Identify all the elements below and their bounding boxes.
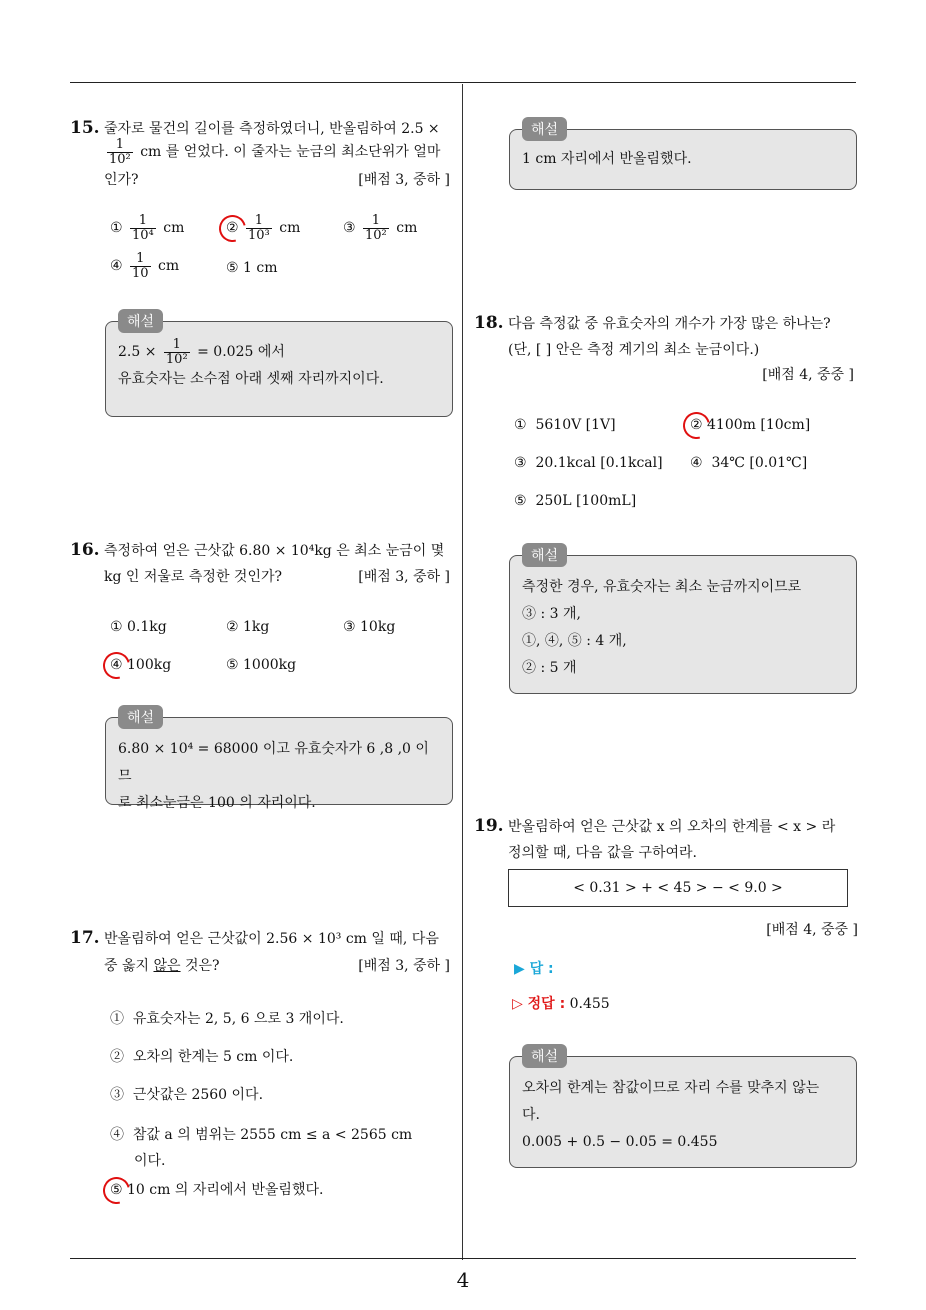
solution-line: 1 cm 자리에서 반올림했다. bbox=[522, 151, 692, 167]
fraction: $\frac{1}{\text{10³}}$ bbox=[248, 213, 270, 243]
question-17-line2: 중 옳지 않은 것은? [배점 3, 중하 ] bbox=[104, 954, 450, 979]
solution-box-15 bbox=[105, 314, 453, 417]
option-3[interactable]: ③ 근삿값은 2560 이다. bbox=[110, 1087, 264, 1103]
option-1[interactable]: ① 5610V [1V] bbox=[514, 417, 616, 433]
option-mark: ③ bbox=[343, 220, 356, 237]
unit: cm bbox=[163, 220, 185, 237]
option-4[interactable]: ④ 참값 a 의 범위는 2555 cm ≤ a < 2565 cm bbox=[110, 1127, 413, 1143]
option-4[interactable]: ④ 34℃ [0.01℃] bbox=[690, 455, 808, 471]
option-5[interactable]: ⑤ 1000kg bbox=[226, 657, 297, 673]
question-text: 줄자로 물건의 길이를 측정하였더니, 반올림하여 bbox=[104, 121, 397, 137]
solution-line: 6.80 × 10⁴ = 68000 이고 유효숫자가 6 ,8 ,0 이므 bbox=[118, 741, 429, 784]
option-text: 1 cm bbox=[243, 260, 278, 276]
question-text: 인가? bbox=[104, 172, 139, 188]
solution-line: 오차의 한계는 참값이므로 자리 수를 맞추지 않는 bbox=[522, 1080, 820, 1096]
option-3[interactable]: ③ 20.1kcal [0.1kcal] bbox=[514, 455, 663, 471]
question-text: 2.5 × bbox=[401, 121, 440, 137]
answer-label: ▶ 답 : bbox=[514, 961, 554, 977]
question-number: 18. bbox=[474, 313, 504, 333]
option-4-continued: 이다. bbox=[134, 1153, 166, 1169]
unit: cm bbox=[158, 258, 180, 275]
fraction: $\frac{1}{10}$ bbox=[132, 251, 149, 281]
selected-circle-mark: ④ bbox=[110, 657, 123, 673]
page-number: 4 bbox=[456, 1268, 470, 1292]
solution-line: 측정한 경우, 유효숫자는 최소 눈금까지이므로 bbox=[522, 579, 802, 595]
selected-circle-mark: ② bbox=[690, 417, 703, 433]
selected-circle-mark: ② bbox=[226, 220, 239, 237]
solution-tag: 해설 bbox=[522, 117, 567, 141]
fraction: $\frac{1}{\text{10²}}$ bbox=[365, 213, 387, 243]
question-text: (단, [ ] 안은 측정 계기의 최소 눈금이다.) bbox=[508, 342, 760, 358]
question-16-line2 bbox=[104, 565, 450, 590]
solution-line: 0.005 + 0.5 − 0.05 = 0.455 bbox=[522, 1134, 718, 1150]
question-16 bbox=[70, 538, 460, 564]
option-1[interactable] bbox=[110, 214, 184, 242]
expression-box: < 0.31 > + < 45 > − < 9.0 > bbox=[508, 869, 848, 907]
column-divider bbox=[462, 84, 463, 1260]
solution-line: 유효숫자는 소수점 아래 셋째 자리까지이다. bbox=[118, 371, 384, 388]
question-text: kg 인 저울로 측정한 것인가? bbox=[104, 569, 282, 585]
fraction: $\frac{1}{\text{10²}}$ bbox=[109, 137, 131, 167]
selected-circle-mark: ⑤ bbox=[110, 1182, 123, 1198]
option-4[interactable] bbox=[110, 252, 179, 280]
solution-tag: 해설 bbox=[522, 1044, 567, 1068]
question-number: 16. bbox=[70, 540, 100, 560]
solution-tag: 해설 bbox=[118, 309, 163, 333]
solution-tag: 해설 bbox=[118, 705, 163, 729]
option-2[interactable]: ② 오차의 한계는 5 cm 이다. bbox=[110, 1049, 294, 1065]
option-4[interactable]: ④ 100kg bbox=[110, 657, 172, 673]
option-1[interactable]: ① 유효숫자는 2, 5, 6 으로 3 개이다. bbox=[110, 1011, 344, 1027]
question-text: 측정하여 얻은 근삿값 6.80 × 10⁴kg 은 최소 눈금이 몇 bbox=[104, 543, 445, 559]
points-label: [배점 4, 중중 ] bbox=[762, 367, 854, 383]
unit: cm bbox=[279, 220, 301, 237]
solution-box-16 bbox=[105, 710, 453, 811]
solution-line: ③ : 3 개, bbox=[522, 606, 581, 622]
top-rule bbox=[70, 82, 856, 83]
solution-box-right-top bbox=[509, 122, 857, 190]
question-text: cm 를 얻었다. 이 줄자는 눈금의 최소단위가 얼마 bbox=[140, 144, 441, 161]
question-19-line2 bbox=[508, 841, 858, 866]
question-text: 정의할 때, 다음 값을 구하여라. bbox=[508, 845, 697, 861]
question-number: 15. bbox=[70, 118, 100, 138]
question-text: 다음 측정값 중 유효숫자의 개수가 가장 많은 하나는? bbox=[508, 316, 831, 332]
solution-line: 로 최소눈금은 100 의 자리이다. bbox=[118, 795, 316, 811]
unit: cm bbox=[396, 220, 418, 237]
answer-line[interactable] bbox=[514, 958, 554, 978]
underlined-word: 않은 bbox=[153, 958, 181, 974]
question-17 bbox=[70, 926, 460, 952]
question-number: 19. bbox=[474, 816, 504, 836]
solution-box-18 bbox=[509, 548, 857, 694]
points-label: [배점 3, 중하 ] bbox=[358, 172, 450, 188]
question-15-line3 bbox=[104, 168, 450, 193]
solution-tag: 해설 bbox=[522, 543, 567, 567]
option-1[interactable]: ① 0.1kg bbox=[110, 619, 167, 635]
correct-answer-line bbox=[512, 993, 610, 1013]
fraction: $\frac{1}{\text{10²}}$ bbox=[165, 337, 188, 367]
points-label: [배점 3, 중하 ] bbox=[358, 569, 450, 585]
option-3[interactable] bbox=[343, 214, 417, 242]
question-18-line2 bbox=[508, 338, 858, 363]
option-5[interactable]: ⑤ 250L [100mL] bbox=[514, 493, 637, 509]
solution-line: ② : 5 개 bbox=[522, 660, 577, 676]
solution-line: 다. bbox=[522, 1107, 540, 1123]
bottom-rule bbox=[70, 1258, 856, 1259]
option-2[interactable]: ② 1kg bbox=[226, 619, 270, 635]
option-2[interactable] bbox=[226, 214, 300, 242]
solution-line: 2.5 × $\frac{1}{\text{10²}}$ = 0.025 에서 bbox=[118, 337, 285, 367]
question-text: 반올림하여 얻은 근삿값이 2.56 × 10³ cm 일 때, 다음 bbox=[104, 931, 439, 947]
option-5[interactable]: ⑤ 10 cm 의 자리에서 반올림했다. bbox=[110, 1182, 324, 1198]
correct-value: 0.455 bbox=[569, 996, 610, 1012]
question-18 bbox=[474, 311, 874, 337]
question-number: 17. bbox=[70, 928, 100, 948]
question-text: 반올림하여 얻은 근삿값 x 의 오차의 한계를 < x > 라 bbox=[508, 819, 836, 835]
points-label: [배점 4, 중중 ] bbox=[766, 922, 858, 938]
option-3[interactable]: ③ 10kg bbox=[343, 619, 396, 635]
option-2[interactable]: ② 4100m [10cm] bbox=[690, 417, 811, 433]
option-mark: ④ bbox=[110, 258, 123, 275]
points-label: [배점 3, 중하 ] bbox=[358, 958, 450, 974]
fraction: $\frac{1}{\text{10⁴}}$ bbox=[132, 213, 154, 243]
option-mark: ① bbox=[110, 220, 123, 237]
question-15-line2 bbox=[104, 138, 460, 166]
solution-box-19 bbox=[509, 1049, 857, 1168]
solution-line: ①, ④, ⑤ : 4 개, bbox=[522, 633, 627, 649]
option-5[interactable] bbox=[226, 260, 278, 276]
option-mark: ⑤ bbox=[226, 260, 239, 276]
correct-label: ▷ 정답 : bbox=[512, 996, 566, 1012]
question-19 bbox=[474, 814, 874, 840]
